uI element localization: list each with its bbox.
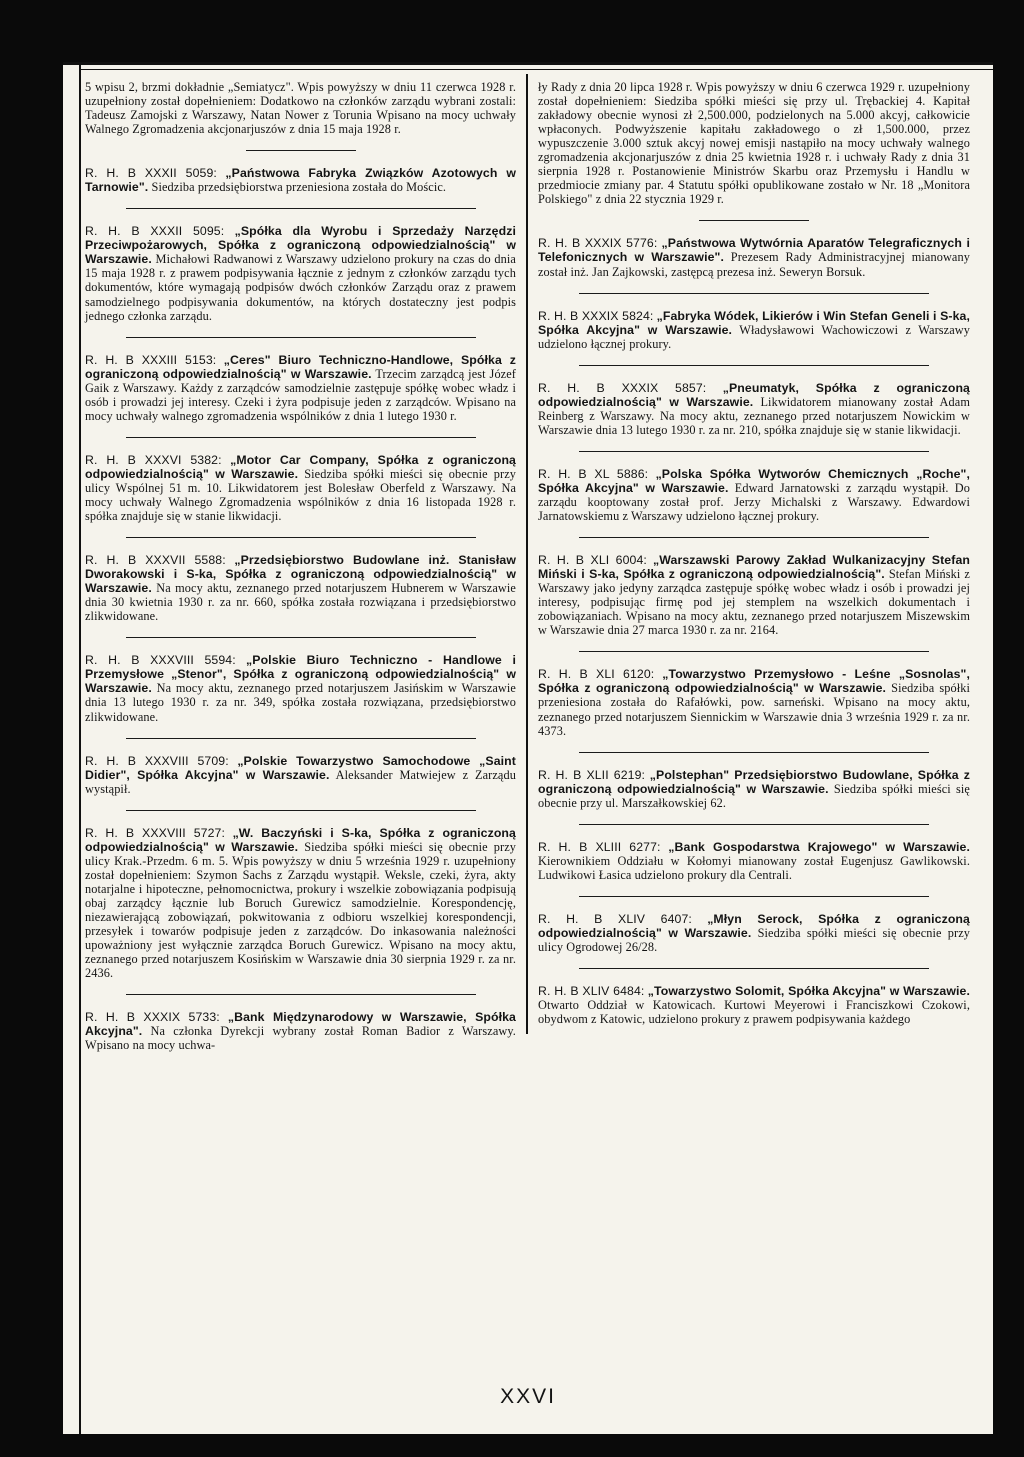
company-name: „Polskie Towarzystwo Samochodowe „Saint Didier", Spółka Akcyjna" w Warszawie. bbox=[85, 753, 516, 782]
company-name: „Towarzystwo Solomit, Spółka Akcyjna" w Warszawie. bbox=[647, 984, 970, 999]
register-entry bbox=[538, 467, 970, 523]
entry-reference: R. H. B XXXVII 5588: bbox=[85, 553, 226, 568]
register-entry bbox=[538, 667, 970, 737]
register-entry bbox=[538, 236, 970, 278]
entry-separator bbox=[126, 637, 476, 638]
entry-text: Otwarto Oddział w Katowicach. Kurtowi Meyerowi i Franciszkowi Czokowi, obydwom z Katowic, udzielono prokury z prawem podpisywania każdego bbox=[538, 998, 970, 1027]
entry-reference: R. H. B XXXVI 5382: bbox=[85, 452, 222, 467]
company-name: „Bank Gospodarstwa Krajowego" w Warszawie. bbox=[668, 839, 970, 854]
column-divider bbox=[526, 74, 528, 1034]
register-entry bbox=[85, 553, 516, 623]
entry-reference: R. H. B XXXII 5095: bbox=[85, 224, 225, 239]
entry-reference: R. H. B XXXVIII 5727: bbox=[85, 825, 225, 840]
entry-reference: R. H. B XL 5886: bbox=[538, 466, 649, 481]
register-entry bbox=[538, 840, 970, 882]
entry-reference: R. H. B XXXVIII 5594: bbox=[85, 653, 236, 668]
entry-reference: R. H. B XLII 6219: bbox=[538, 767, 646, 782]
entry-reference: R. H. B XXXIX 5824: bbox=[538, 308, 654, 323]
entry-reference: R. H. B XLI 6004: bbox=[538, 553, 647, 568]
company-name: „Polska Spółka Wytworów Chemicznych „Roche", Spółka Akcyjna" w Warszawie. bbox=[538, 466, 971, 495]
entry-reference: R. H. B XXXVIII 5709: bbox=[85, 753, 229, 768]
entry-separator bbox=[579, 537, 929, 538]
register-entry bbox=[85, 80, 516, 136]
entry-reference: R. H. B XXXIII 5153: bbox=[85, 352, 217, 367]
entry-text: Siedziba spółki mieści się obecnie przy ulicy Krak.-Przedm. 6 m. 5. Wpis powyższy w dniu 5 września 1929 r. uzupełniony został dopełnieniem: Szymon Sachs z Zarządu wystąpił. Weksle, czeki, żyra, akty notarjalne i hipoteczne, pełnomocnictwa, prokury i wszelkie zobowiązania podpisują obaj zarządcy łącznie lub Boruch Gurewicz samodzielnie. Korespondencję, niezawierającą zobowiązań, pokwitowania z odbioru wszelkiej korespondencji, przesyłek i towarów podpisuje jeden z zarządców. Do inkasowania należności upoważniony jest wyłącznie zarządca Boruch Gurewicz. Wpisano na mocy aktu, zeznanego przed notarjuszem Kosińskim w Warszawie dnia 30 sierpnia 1929 r. za nr. 2436. bbox=[85, 839, 516, 981]
entry-text: Władysławowi Wachowiczowi z Warszawy udzielono łącznej prokury. bbox=[538, 322, 971, 351]
company-name: „Polskie Biuro Techniczno - Handlowe i Przemysłowe „Stenor", Spółka z ograniczoną odpowiedzialnością" w Warszawie. bbox=[85, 653, 516, 696]
company-name: „W. Baczyński i S-ka, Spółka z ograniczoną odpowiedzialnością" w Warszawie. bbox=[85, 825, 516, 854]
register-entry bbox=[85, 453, 516, 523]
entry-text: 5 wpisu 2, brzmi dokładnie „Semiatycz". Wpis powyższy w dniu 11 czerwca 1928 r. uzupełniony został dopełnieniem: Dodatkowo na członków zarządu wybrani zostali: Tadeusz Zamojski z Warszawy, Natan Nower z Torunia Wpisano na mocy uchwały Walnego Zgromadzenia akcjonarjuszów z dnia 15 maja 1928 r. bbox=[85, 80, 516, 137]
document-page bbox=[63, 62, 993, 1434]
entry-separator bbox=[699, 220, 809, 221]
entry-text: Edward Jarnatowski z zarządu wystąpił. Do zarządu kooptowany został prof. Jerzy Michalski z Warszawy. Edwardowi Jarnatowskiemu z Warszawy udzielono łącznej prokury. bbox=[538, 480, 970, 524]
left-margin-rule bbox=[79, 62, 81, 1434]
entry-text: Siedziba spółki mieści się obecnie przy ul. Marszałkowskiej 62. bbox=[538, 781, 970, 810]
company-name: „Państwowa Fabryka Związków Azotowych w Tarnowie". bbox=[85, 166, 516, 195]
register-entry bbox=[538, 553, 970, 637]
entry-separator bbox=[126, 994, 476, 995]
register-entry bbox=[85, 653, 516, 723]
entry-separator bbox=[579, 293, 929, 294]
entry-reference: R. H. B XXXII 5059: bbox=[85, 166, 217, 181]
entry-separator bbox=[246, 150, 356, 151]
entry-separator bbox=[126, 738, 476, 739]
top-rule bbox=[63, 62, 993, 65]
entry-reference: R. H. B XLIV 6484: bbox=[538, 984, 645, 999]
entry-text: Aleksander Matwiejew z Zarządu wystąpił. bbox=[85, 767, 516, 796]
entry-reference: R. H. B XXXIX 5733: bbox=[85, 1010, 220, 1025]
company-name: „Państwowa Wytwórnia Aparatów Telegraficznych i Telefonicznych w Warszawie". bbox=[538, 236, 970, 265]
left-column bbox=[85, 80, 516, 1052]
company-name: „Towarzystwo Przemysłowo - Leśne „Sosnolas", Spółka z ograniczoną odpowiedzialnością" w Warszawie. bbox=[538, 667, 970, 696]
register-entry bbox=[85, 826, 516, 981]
entry-reference: R. H. B XXXIX 5857: bbox=[538, 380, 707, 395]
top-rule-thin bbox=[81, 69, 993, 70]
entry-text: Na mocy aktu, zeznanego przed notarjuszem Jasińskim w Warszawie dnia 13 lutego 1930 r. za nr. 349, spółka została rozwiązana, przedsiębiorstwo zlikwidowane. bbox=[85, 681, 516, 724]
entry-text: Siedziba spółki mieści się obecnie przy ulicy Ogrodowej 26/28. bbox=[538, 925, 970, 954]
entry-separator bbox=[126, 810, 476, 811]
entry-separator bbox=[579, 752, 929, 753]
entry-text: ły Rady z dnia 20 lipca 1928 r. Wpis powyższy w dniu 6 czerwca 1929 r. uzupełniony został dopełnieniem: Siedziba spółki mieści się przy ul. Trębackiej 4. Kapitał zakładowy obecnie wynosi zł 2,500.000, podzielonych na 5.000 akcyj, całkowicie wpłaconych. Podwyższenie kapitału zakładowego o zł 1,500.000, przez wypuszczenie 3.000 sztuk akcyj nowej emisji nastąpiło na mocy uchwały walnego zgromadzenia akcjonarjuszów z dnia 25 kwietnia 1928 r. i uchwały Rady z dnia 31 sierpnia 1928 r. Postanowienie Ministrów Skarbu oraz Przemysłu i Handlu w przedmiocie zmiany par. 4 Statutu spółki opublikowane zostało w Nr. 18 „Monitora Polskiego" z dnia 22 stycznia 1929 r. bbox=[538, 80, 970, 207]
entry-separator bbox=[579, 451, 929, 452]
entry-separator bbox=[126, 337, 476, 338]
register-entry bbox=[538, 80, 970, 206]
entry-text: Likwidatorem mianowany został Adam Reinberg z Warszawy. Na mocy aktu, zeznanego przed notarjuszem Nowickim w Warszawie dnia 13 lutego 1930 r. za nr. 210, spółka znajduje się w stanie likwidacji. bbox=[538, 394, 970, 437]
entry-text: Na członka Dyrekcji wybrany został Roman Badior z Warszawy. Wpisano na mocy uchwa- bbox=[85, 1024, 516, 1053]
entry-separator bbox=[579, 824, 929, 825]
entry-text: Kierownikiem Oddziału w Kołomyi mianowany został Eugenjusz Gawlikowski. Ludwikowi Łasica udzielono prokury dla Centrali. bbox=[538, 853, 970, 882]
entry-text: Siedziba przedsiębiorstwa przeniesiona została do Mościc. bbox=[151, 180, 447, 195]
entry-text: Prezesem Rady Administracyjnej mianowany został inż. Jan Zajkowski, zastępcą prezesa inż. Seweryn Borsuk. bbox=[538, 250, 970, 279]
company-name: „Warszawski Parowy Zakład Wulkanizacyjny Stefan Miński i S-ka, Spółka z ograniczoną odpowiedzialnością". bbox=[538, 553, 970, 582]
entry-text: Stefan Miński z Warszawy jako jedyny zarządca zastępuje spółkę wobec władz i osób i prowadzi jej interesy, podpisując firmę pod jej stemplem na wszelkich dokumentach i zobowiązaniach. Wpisano na mocy aktu, zeznanego przed notarjuszem Miszewskim w Warszawie dnia 27 marca 1930 r. za nr. 2164. bbox=[538, 567, 970, 638]
register-entry bbox=[538, 768, 970, 810]
entry-reference: R. H. B XLI 6120: bbox=[538, 667, 655, 682]
register-entry bbox=[85, 754, 516, 796]
entry-separator bbox=[579, 968, 929, 969]
company-name: „Spółka dla Wyrobu i Sprzedaży Narzędzi Przeciwpożarowych, Spółka z ograniczoną odpowiedzialnością" w Warszawie. bbox=[85, 224, 516, 267]
entry-text: Siedziba spółki przeniesiona została do Rafałówki, pow. sarneński. Wpisano na mocy aktu, zeznanego przed notarjuszem Siennickim w Warszawie dnia 3 września 1929 r. za nr. 4373. bbox=[538, 681, 970, 738]
company-name: „Pneumatyk, Spółka z ograniczoną odpowiedzialnością" w Warszawie. bbox=[538, 380, 970, 409]
register-entry bbox=[538, 912, 970, 954]
page-number: XXVI bbox=[500, 1385, 556, 1408]
register-entry bbox=[538, 381, 970, 437]
register-entry bbox=[538, 309, 970, 351]
register-entry bbox=[85, 353, 516, 423]
register-entry bbox=[85, 224, 516, 322]
entry-text: Michałowi Radwanowi z Warszawy udzielono prokury na czas do dnia 15 maja 1928 r. z prawem podpisywania łącznie z jednym z członków zarządu tych dokumentów, które wymagają podpisów dwóch członków Zarządu oraz z prawem samodzielnego podpisywania dokumentów, na których dostateczny jest podpis jednego członka zarządu. bbox=[85, 252, 516, 323]
register-entry bbox=[85, 1010, 516, 1052]
entry-separator bbox=[126, 208, 476, 209]
entry-text: Siedziba spółki mieści się obecnie przy ulicy Wspólnej 51 m. 10. Likwidatorem jest Bolesław Oberfeld z Warszawy. Na mocy uchwały Walnego Zgromadzenia wspólników z dnia 16 listopada 1928 r. spółka znajduje się w stanie likwidacji. bbox=[85, 466, 516, 524]
entry-reference: R. H. B XXXIX 5776: bbox=[538, 236, 658, 251]
right-column bbox=[538, 80, 970, 1026]
register-entry bbox=[85, 166, 516, 194]
entry-separator bbox=[579, 651, 929, 652]
entry-separator bbox=[126, 537, 476, 538]
entry-separator bbox=[579, 365, 929, 366]
company-name: „Motor Car Company, Spółka z ograniczoną odpowiedzialnością" w Warszawie. bbox=[85, 452, 516, 481]
entry-text: Na mocy aktu, zeznanego przed notarjuszem Hubnerem w Warszawie dnia 30 kwietnia 1930 r. za nr. 660, spółka została rozwiązana i przedsiębiorstwo zlikwidowane. bbox=[85, 581, 516, 624]
entry-text: Trzecim zarządcą jest Józef Gaik z Warszawy. Każdy z zarządców samodzielnie zastępuje spółkę wobec władz i osób i prowadzi jej interesy. Czeki i żyra podpisuje jeden z zarządców. Wpisano na mocy uchwały walnego zgromadzenia wspólników z dnia 1 lutego 1930 r. bbox=[85, 366, 516, 423]
register-entry bbox=[538, 984, 970, 1026]
entry-separator bbox=[126, 437, 476, 438]
company-name: „Ceres" Biuro Techniczno-Handlowe, Spółka z ograniczoną odpowiedzialnością" w Warszawie. bbox=[85, 352, 516, 381]
entry-separator bbox=[579, 896, 929, 897]
company-name: „Młyn Serock, Spółka z ograniczoną odpowiedzialnością" w Warszawie. bbox=[538, 911, 970, 940]
company-name: „Polstephan" Przedsiębiorstwo Budowlane, Spółka z ograniczoną odpowiedzialnością" w Warszawie. bbox=[538, 767, 970, 796]
entry-reference: R. H. B XLIII 6277: bbox=[538, 839, 661, 854]
company-name: „Przedsiębiorstwo Budowlane inż. Stanisław Dworakowski i S-ka, Spółka z ograniczoną odpowiedzialnością" w Warszawie. bbox=[85, 553, 516, 596]
company-name: „Fabryka Wódek, Likierów i Win Stefan Geneli i S-ka, Spółka Akcyjna" w Warszawie. bbox=[538, 308, 970, 337]
company-name: „Bank Międzynarodowy w Warszawie, Spółka Akcyjna". bbox=[85, 1010, 516, 1039]
entry-reference: R. H. B XLIV 6407: bbox=[538, 911, 692, 926]
